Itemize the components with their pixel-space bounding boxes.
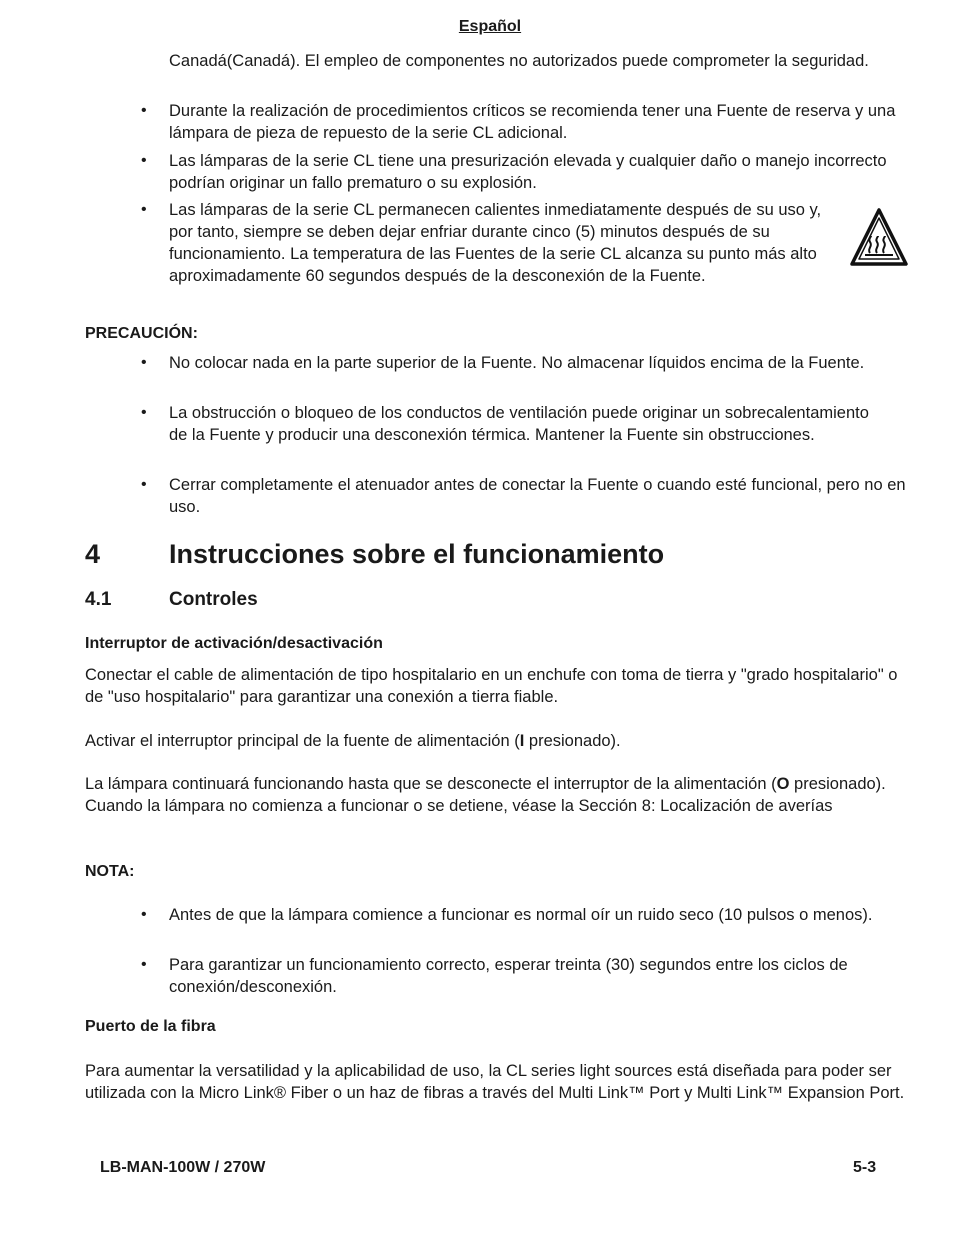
- switch-p3-text-end: presionado). Cuando la lámpara no comienza a funcionar o se detiene, véase la Sección 8: Localización de averías: [85, 775, 886, 815]
- intro-bullet-2: Las lámparas de la serie CL tiene una presurización elevada y cualquier daño o manejo incorrecto podrían originar un fallo prematuro o su explosión.: [169, 152, 887, 192]
- bullet-marker: •: [141, 152, 147, 169]
- intro-continuation: Canadá(Canadá). El empleo de componentes no autorizados puede comprometer la seguridad.: [169, 52, 869, 70]
- off-symbol: O: [776, 775, 790, 793]
- hot-surface-warning-icon: [849, 207, 909, 267]
- switch-p3-text: La lámpara continuará funcionando hasta que se desconecte el interruptor de la alimentación (: [85, 775, 777, 793]
- switch-p2-text-end: presionado).: [524, 732, 621, 750]
- bullet-marker: •: [141, 906, 147, 923]
- subsection-number: 4.1: [85, 589, 112, 610]
- footer-doc-id: LB-MAN-100W / 270W: [100, 1159, 266, 1176]
- bullet-marker: •: [141, 404, 147, 421]
- fiber-paragraph: Para aumentar la versatilidad y la aplicabilidad de uso, la CL series light sources está diseñada para poder ser utilizada con la Micro Link® Fiber o un haz de fibras a través del Multi Link™ Port y Multi Link™ Expansion Port.: [85, 1062, 905, 1102]
- note-label: NOTA:: [85, 863, 135, 880]
- switch-p2-text: Activar el interruptor principal de la fuente de alimentación (: [85, 732, 520, 750]
- switch-paragraph-3: [85, 773, 915, 817]
- switch-paragraph-1: Conectar el cable de alimentación de tipo hospitalario en un enchufe con toma de tierra y "grado hospitalario" o de "uso hospitalario" para garantizar una conexión a tierra fiable.: [85, 666, 898, 706]
- note-bullet-2: Para garantizar un funcionamiento correcto, esperar treinta (30) segundos entre los ciclos de conexión/desconexión.: [169, 956, 848, 996]
- caution-bullet-1: No colocar nada en la parte superior de la Fuente. No almacenar líquidos encima de la Fuente.: [169, 354, 865, 372]
- footer-page-number: 5-3: [853, 1159, 877, 1176]
- page-header-language: Español: [458, 18, 522, 35]
- bullet-marker: •: [141, 476, 147, 493]
- bullet-marker: •: [141, 201, 147, 218]
- switch-paragraph-2: [85, 730, 915, 752]
- section-number: 4: [85, 539, 101, 569]
- bullet-marker: •: [141, 354, 147, 371]
- bullet-marker: •: [141, 956, 147, 973]
- caution-bullet-3: Cerrar completamente el atenuador antes de conectar la Fuente o cuando esté funcional, pero no en uso.: [169, 476, 906, 516]
- bullet-marker: •: [141, 102, 147, 119]
- intro-bullet-3: Las lámparas de la serie CL permanecen calientes inmediatamente después de su uso y, por tanto, siempre se deben dejar enfriar durante cinco (5) minutos después de su funcionamiento. La temperatura de las Fuentes de la serie CL alcanza su punto más alto aproximadamente 60 segundos después de la desconexión de la Fuente.: [169, 201, 822, 285]
- caution-bullet-2: La obstrucción o bloqueo de los conductos de ventilación puede originar un sobrecalentamiento de la Fuente y producir una desconexión térmica. Mantener la Fuente sin obstrucciones.: [169, 404, 869, 444]
- on-symbol: I: [519, 732, 525, 750]
- section-title: Instrucciones sobre el funcionamiento: [169, 539, 665, 569]
- fiber-heading: Puerto de la fibra: [85, 1018, 216, 1035]
- caution-label: PRECAUCIÓN:: [85, 325, 198, 342]
- switch-heading: Interruptor de activación/desactivación: [85, 635, 383, 652]
- intro-bullet-1: Durante la realización de procedimientos críticos se recomienda tener una Fuente de reserva y una lámpara de pieza de repuesto de la serie CL adicional.: [169, 102, 896, 142]
- subsection-title: Controles: [169, 589, 258, 610]
- note-bullet-1: Antes de que la lámpara comience a funcionar es normal oír un ruido seco (10 pulsos o menos).: [169, 906, 873, 924]
